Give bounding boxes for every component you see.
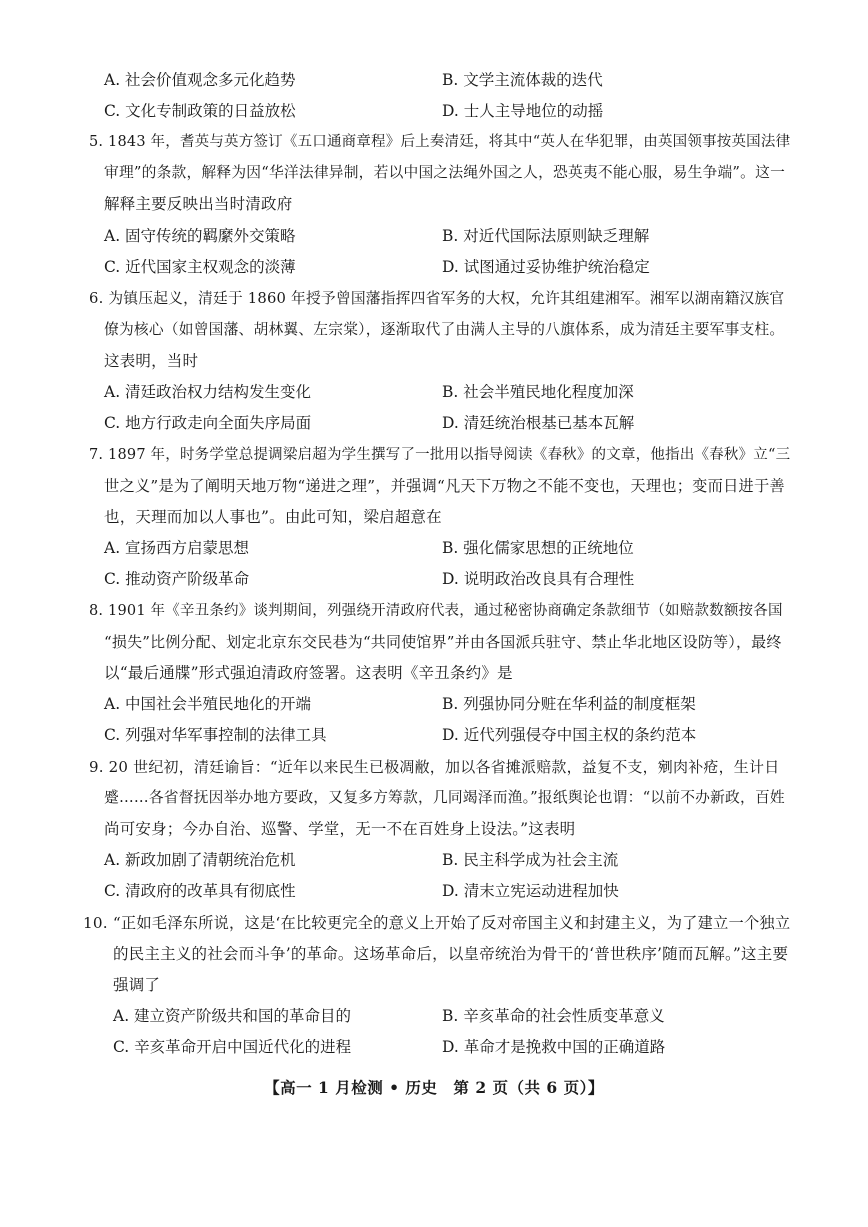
q9-stem-line: 蹙……各省督抚因举办地方要政，又复多方筹款，几同竭泽而渔。”报纸舆论也谓：“以前不办新政，百姓 bbox=[104, 789, 785, 806]
q5-option-c: C. 近代国家主权观念的淡薄 bbox=[104, 258, 296, 276]
q6-option-a: A. 清廷政治权力结构发生变化 bbox=[104, 383, 312, 401]
q6-option-c: C. 地方行政走向全面失序局面 bbox=[104, 414, 312, 432]
q4-option-d: D. 士人主导地位的动摇 bbox=[442, 102, 604, 120]
q10-stem-line: 的民主主义的社会而斗争’的革命。这场革命后，以皇帝统治为骨干的‘普世秩序’随而瓦解。”这主要 bbox=[113, 945, 789, 963]
q5-stem-line: 解释主要反映出当时清政府 bbox=[104, 195, 293, 213]
q10-stem-line: 强调了 bbox=[113, 976, 161, 994]
q8-option-d: D. 近代列强侵夺中国主权的条约范本 bbox=[442, 726, 697, 744]
q7-option-d: D. 说明政治改良具有合理性 bbox=[442, 570, 635, 588]
q7-stem-line: 世之义”是为了阐明天地万物“递进之理”，并强调“凡天下万物之不能不变也，天理也；变而日进于善 bbox=[104, 477, 785, 495]
q4-option-a: A. 社会价值观念多元化趋势 bbox=[104, 71, 296, 89]
q10-option-c: C. 辛亥革命开启中国近代化的进程 bbox=[113, 1038, 352, 1056]
q9-stem-line: 9. 20 世纪初，清廷谕旨：“近年以来民生已极凋敝，加以各省摊派赔款，益复不支，剜肉补疮，生计日 bbox=[89, 758, 780, 776]
q10-stem-line: 10. “正如毛泽东所说，这是‘在比较更完全的意义上开始了反对帝国主义和封建主义，为了建立一个独立 bbox=[83, 914, 791, 932]
page-footer: 【高一 1 月检测 • 历史 第 2 页（共 6 页）】 bbox=[264, 1078, 604, 1097]
q4-option-b: B. 文学主流体裁的迭代 bbox=[442, 71, 603, 89]
q8-stem-line: 8. 1901 年《辛丑条约》谈判期间，列强绕开清政府代表，通过秘密协商确定条款细节（如赔款数额按各国 bbox=[89, 603, 783, 619]
q10-option-d: D. 革命才是挽救中国的正确道路 bbox=[442, 1038, 666, 1056]
q7-option-c: C. 推动资产阶级革命 bbox=[104, 570, 250, 588]
q8-option-a: A. 中国社会半殖民地化的开端 bbox=[104, 695, 312, 713]
q5-stem-line: 5. 1843 年，耆英与英方签订《五口通商章程》后上奏清廷，将其中“英人在华犯罪，由英国领事按英国法律 bbox=[89, 134, 791, 150]
q5-stem-line: 审理”的条款，解释为因“华洋法律异制，若以中国之法绳外国之人，恐英夷不能心服，易生争端”。这一 bbox=[104, 164, 786, 181]
q10-option-b: B. 辛亥革命的社会性质变革意义 bbox=[442, 1007, 665, 1025]
q9-option-c: C. 清政府的改革具有彻底性 bbox=[104, 882, 296, 900]
q9-stem-line: 尚可安身；今办自治、巡警、学堂，无一不在百姓身上设法。”这表明 bbox=[104, 820, 576, 838]
q4-option-c: C. 文化专制政策的日益放松 bbox=[104, 102, 296, 120]
q8-stem-line: 以“最后通牒”形式强迫清政府签署。这表明《辛丑条约》是 bbox=[104, 664, 513, 682]
q7-stem-line: 也，天理而加以人事也”。由此可知，梁启超意在 bbox=[104, 508, 442, 526]
q6-option-b: B. 社会半殖民地化程度加深 bbox=[442, 383, 634, 401]
q6-stem-line: 这表明，当时 bbox=[104, 352, 199, 370]
q7-stem-line: 7. 1897 年，时务学堂总提调梁启超为学生撰写了一批用以指导阅读《春秋》的文章，他指出《春秋》立“三 bbox=[89, 447, 791, 463]
q5-option-a: A. 固守传统的羁縻外交策略 bbox=[104, 227, 296, 245]
q9-option-a: A. 新政加剧了清朝统治危机 bbox=[104, 851, 296, 869]
q8-stem-line: “损失”比例分配、划定北京东交民巷为“共同使馆界”并由各国派兵驻守、禁止华北地区设防等），最终 bbox=[104, 633, 782, 651]
q9-option-d: D. 清末立宪运动进程加快 bbox=[442, 882, 619, 900]
q6-option-d: D. 清廷统治根基已基本瓦解 bbox=[442, 414, 635, 432]
q8-option-b: B. 列强协同分赃在华利益的制度框架 bbox=[442, 695, 696, 713]
q8-option-c: C. 列强对华军事控制的法律工具 bbox=[104, 726, 327, 744]
q9-option-b: B. 民主科学成为社会主流 bbox=[442, 851, 619, 869]
q6-stem-line: 6. 为镇压起义，清廷于 1860 年授予曾国藩指挥四省军务的大权，允许其组建湘军。湘军以湖南籍汉族官 bbox=[89, 290, 785, 307]
q5-option-b: B. 对近代国际法原则缺乏理解 bbox=[442, 227, 650, 245]
q5-option-d: D. 试图通过妥协维护统治稳定 bbox=[442, 258, 650, 276]
q6-stem-line: 僚为核心（如曾国藩、胡林翼、左宗棠），逐渐取代了由满人主导的八旗体系，成为清廷主要军事支柱。 bbox=[104, 321, 785, 338]
q7-option-a: A. 宣扬西方启蒙思想 bbox=[104, 539, 250, 557]
q7-option-b: B. 强化儒家思想的正统地位 bbox=[442, 539, 634, 557]
q10-option-a: A. 建立资产阶级共和国的革命目的 bbox=[113, 1007, 352, 1025]
